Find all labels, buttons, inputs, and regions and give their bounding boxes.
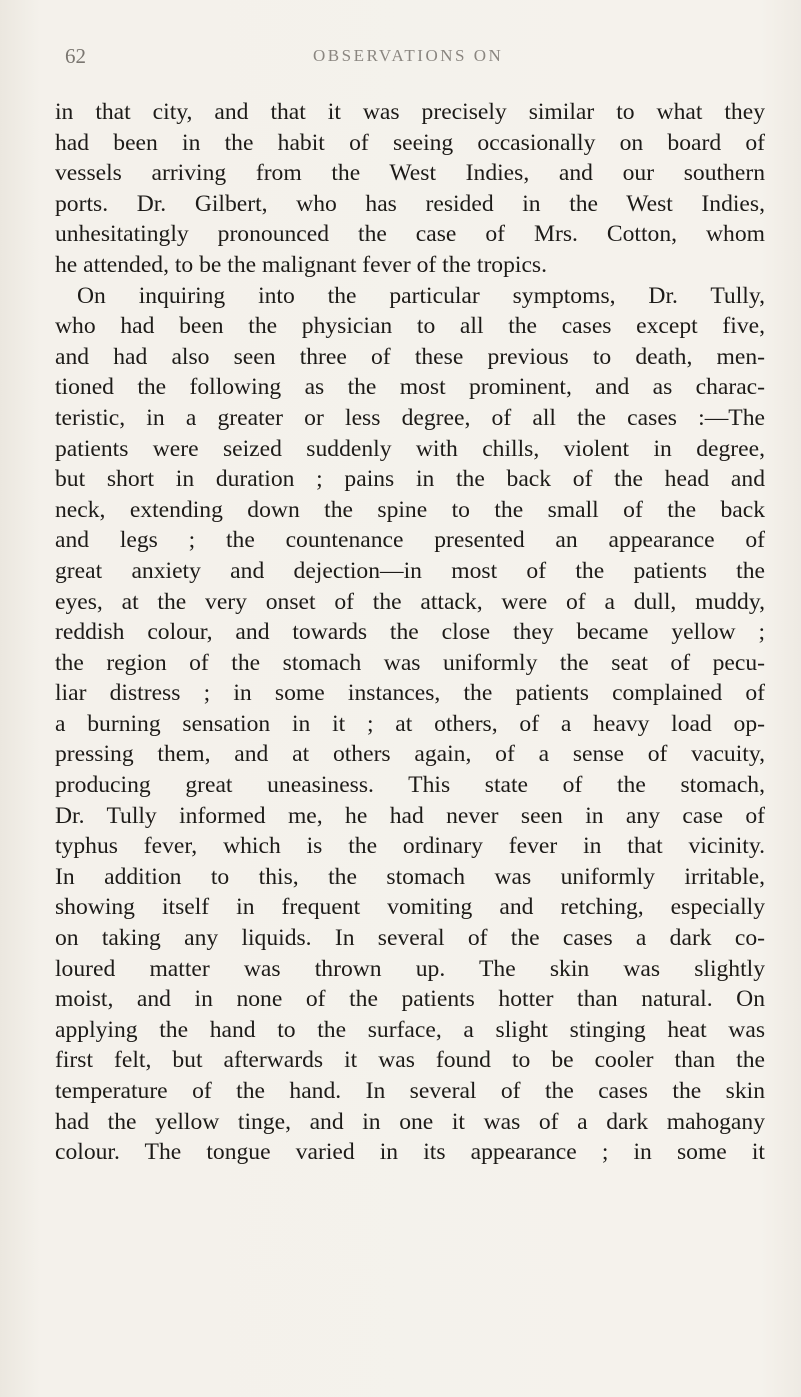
text-line: he attended, to be the malignant fever of the tropics. [55,251,548,278]
text-line: had been in the habit of seeing occasionally on board of [55,129,765,156]
text-line: had the yellow tinge, and in one it was of a dark mahogany [55,1108,765,1135]
text-line: the region of the stomach was uniformly the seat of pecu- [55,649,765,676]
body-text [55,97,765,1168]
text-line: but short in duration ; pains in the back of the head and [55,466,765,493]
text-line: a burning sensation in it ; at others, of a heavy load op- [55,710,765,737]
text-line: eyes, at the very onset of the attack, were of a dull, muddy, [55,588,765,615]
text-line: liar distress ; in some instances, the patients complained of [55,680,765,707]
text-line: applying the hand to the surface, a slight stinging heat was [55,1016,765,1043]
text-line: tioned the following as the most prominent, and as charac- [55,374,765,401]
text-line: showing itself in frequent vomiting and retching, especially [55,894,765,921]
running-head [65,44,771,74]
paragraph-start-line: On inquiring into the particular symptoms, Dr. Tully, [77,282,765,309]
text-line: and legs ; the countenance presented an appearance of [55,527,765,554]
text-line: reddish colour, and towards the close they became yellow ; [55,619,765,646]
text-line: colour. The tongue varied in its appearance ; in some it [55,1139,765,1166]
text-line: moist, and in none of the patients hotter than natural. On [55,986,765,1013]
text-line: unhesitatingly pronounced the case of Mrs. Cotton, whom [55,221,765,248]
text-line: typhus fever, which is the ordinary fever in that vicinity. [55,833,765,860]
text-line: producing great uneasiness. This state of the stomach, [55,772,765,799]
text-line: In addition to this, the stomach was uniformly irritable, [55,863,765,890]
text-line: ports. Dr. Gilbert, who has resided in the West Indies, [55,190,765,217]
text-line: great anxiety and dejection—in most of the patients the [55,557,765,584]
text-line: pressing them, and at others again, of a sense of vacuity, [55,741,765,768]
text-line: and had also seen three of these previous to death, men- [55,343,765,370]
text-line: on taking any liquids. In several of the cases a dark co- [55,925,765,952]
text-line: loured matter was thrown up. The skin was slightly [55,955,765,982]
running-title: OBSERVATIONS ON [313,46,504,65]
text-line: vessels arriving from the West Indies, and our southern [55,160,765,187]
text-line: teristic, in a greater or less degree, of all the cases :—The [55,404,765,431]
text-line: in that city, and that it was precisely similar to what they [55,99,765,125]
text-line: neck, extending down the spine to the small of the back [55,496,765,523]
text-line: Dr. Tully informed me, he had never seen in any case of [55,802,765,829]
text-line: who had been the physician to all the cases except five, [55,313,765,340]
page-number: 62 [65,44,86,68]
text-line: temperature of the hand. In several of the cases the skin [55,1078,765,1104]
text-line: patients were seized suddenly with chills, violent in degree, [55,435,765,462]
text-line: first felt, but afterwards it was found to be cooler than the [55,1047,765,1074]
